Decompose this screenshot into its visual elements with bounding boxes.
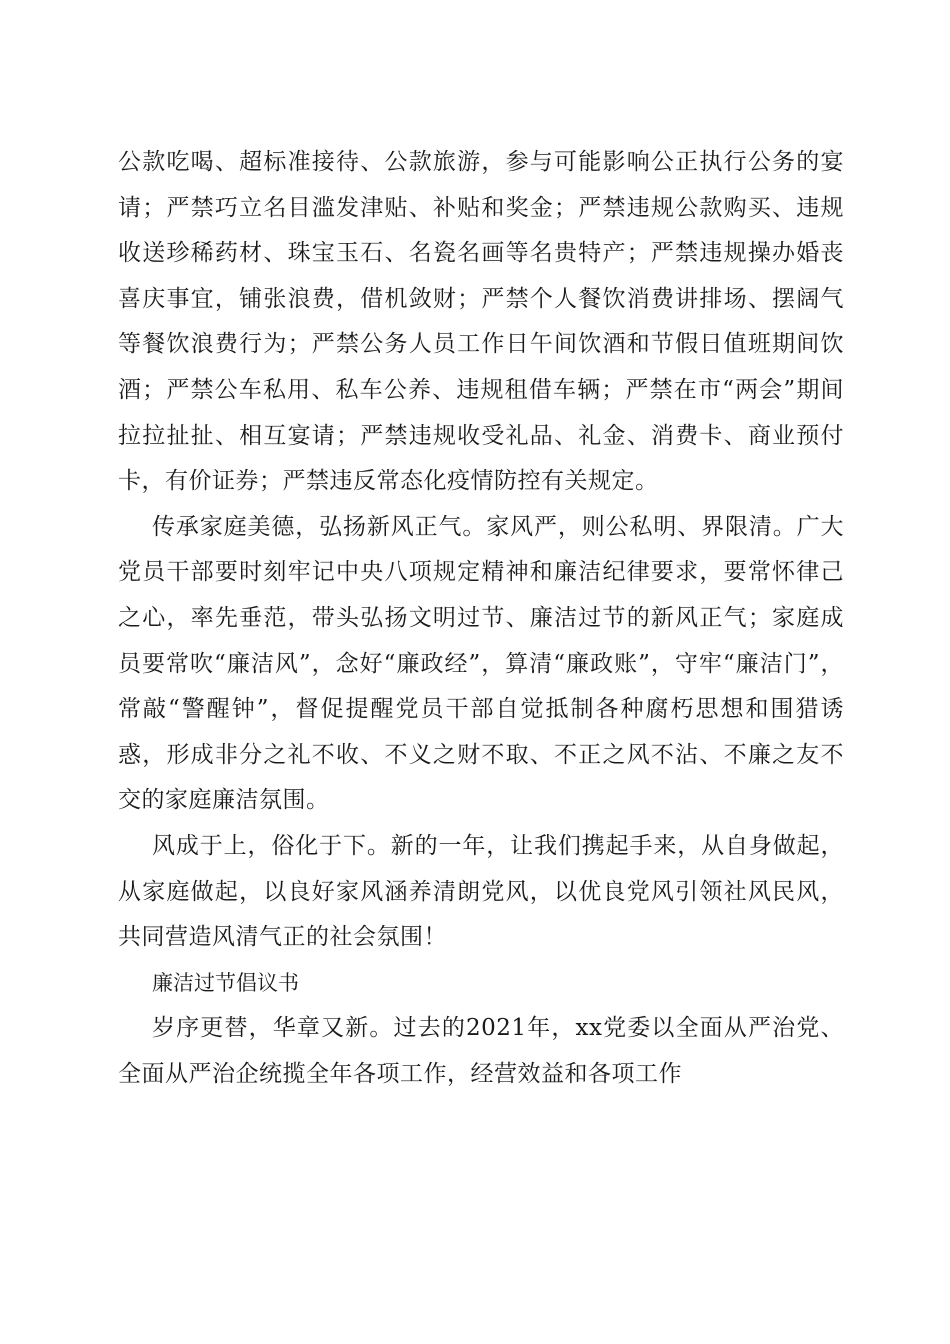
section-title: 廉洁过节倡议书	[152, 970, 299, 995]
document-body	[118, 140, 844, 1097]
paragraph-family-virtues: 传承家庭美德，弘扬新风正气。家风严，则公私明、界限清。广大党员干部要时刻牢记中央八项规定精神和廉洁纪律要求，要常怀律己之心，率先垂范，带头弘扬文明过节、廉洁过节的新风正气；家庭成员要常吹“廉洁风”，念好“廉政经”，算清“廉政账”，守牢“廉洁门”，常敲“警醒钟”，督促提醒党员干部自觉抵制各种腐朽思想和围猎诱惑，形成非分之礼不收、不义之财不取、不正之风不沾、不廉之友不交的家庭廉洁氛围。	[118, 513, 844, 814]
paragraph-prohibitions: 公款吃喝、超标准接待、公款旅游，参与可能影响公正执行公务的宴请；严禁巧立名目滥发津贴、补贴和奖金；严禁违规公款购买、违规收送珍稀药材、珠宝玉石、名瓷名画等名贵特产；严禁违规操办婚丧喜庆事宜，铺张浪费，借机敛财；严禁个人餐饮消费讲排场、摆阔气等餐饮浪费行为；严禁公务人员工作日午间饮酒和节假日值班期间饮酒；严禁公车私用、私车公养、违规租借车辆；严禁在市“两会”期间拉拉扯扯、相互宴请；严禁违规收受礼品、礼金、消费卡、商业预付卡，有价证券；严禁违反常态化疫情防控有关规定。	[118, 149, 844, 495]
paragraph-new-year-call: 风成于上，俗化于下。新的一年，让我们携起手来，从自身做起，从家庭做起，以良好家风涵养清朗党风，以优良党风引领社风民风，共同营造风清气正的社会氛围！	[118, 832, 844, 951]
paragraph-proposal-intro: 岁序更替，华章又新。过去的2021年，xx党委以全面从严治党、全面从严治企统揽全年各项工作，经营效益和各项工作	[118, 1015, 844, 1087]
